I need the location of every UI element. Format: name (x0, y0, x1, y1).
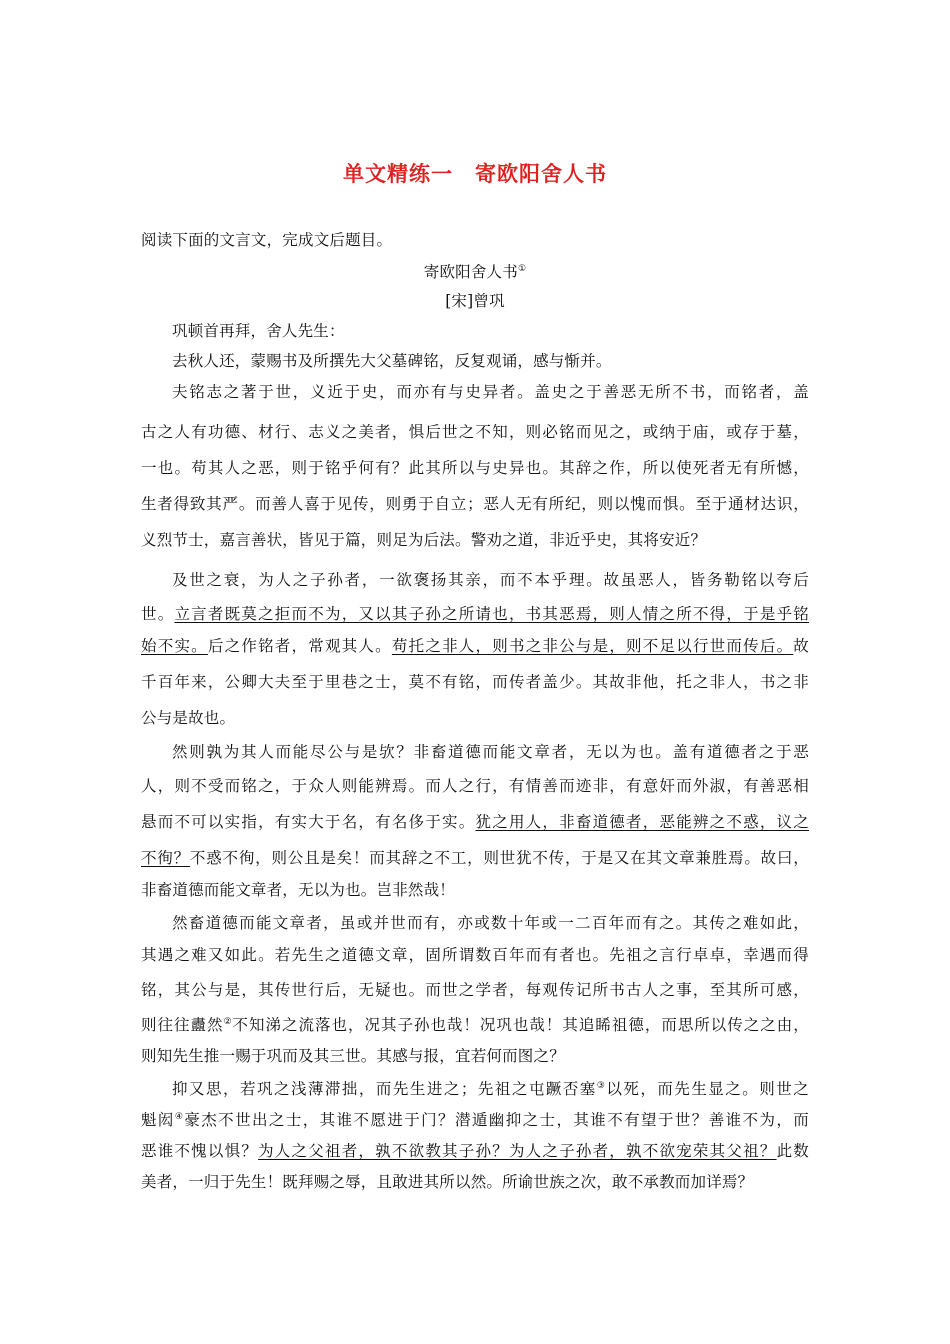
page-title: 单文精练一 寄欧阳舍人书 (343, 161, 607, 186)
text-line: 人，则不受而铭之，于众人则能辨焉。而人之行，有情善而迹非，有意奸而外淑，有善恶相 (141, 777, 809, 795)
text-line (141, 1015, 809, 1035)
text-segment: 此数 (776, 1142, 810, 1160)
text-line: 夫铭志之著于世，义近于史，而亦有与史异者。盖史之于善恶无所不书，而铭者，盖 (172, 383, 809, 401)
underlined-sentence: 为人之父祖者，孰不欲教其子孙？为人之子孙者，孰不欲宠荣其父祖？ (258, 1142, 777, 1160)
text-line: 义烈节士，嘉言善状，皆见于篇，则足为后法。警劝之道，非近乎史，其将安近？ (141, 531, 707, 549)
underlined-sentence: 不徇？ (141, 849, 190, 867)
text-line: 古之人有功德、材行、志义之美者，惧后世之不知，则必铭而见之，或纳于庙，或存于墓， (141, 423, 809, 441)
text-segment: 故 (793, 637, 809, 655)
text-line: 则知先生推一赐于巩而及其三世。其感与报，宜若何而图之？ (141, 1047, 565, 1065)
underlined-sentence: 苟托之非人，则书之非公与是，则不足以行世而传后。 (391, 637, 794, 655)
instruction-text: 阅读下面的文言文，完成文后题目。 (141, 231, 393, 249)
text-line: 其遇之难又如此。若先生之道德文章，固所谓数百年而有者也。先祖之言行卓卓，幸遇而得 (141, 946, 809, 964)
text-line (141, 812, 809, 832)
footnote-marker: ② (223, 1017, 233, 1027)
underlined-sentence: 始不实。 (141, 637, 208, 655)
footnote-marker: ③ (596, 1081, 607, 1091)
text-line (141, 1110, 809, 1130)
text-line: 巩顿首再拜，舍人先生： (172, 322, 345, 340)
text-segment: 抑又思，若巩之浅薄滞拙，而先生进之；先祖之屯蹶否塞 (172, 1080, 597, 1098)
text-segment: 以死，而先生显之。则世之 (606, 1080, 809, 1098)
text-line: 然畜道德而能文章者，虽或并世而有，亦或数十年或一二百年而有之。其传之难如此， (172, 914, 809, 932)
text-line (141, 848, 809, 868)
author-line: [宋]曾巩 (445, 292, 505, 310)
passage-title (0, 262, 950, 282)
text-line (172, 1079, 809, 1099)
text-segment: 不惑不徇，则公且是矣！而其辞之不工，则世犹不传，于是又在其文章兼胜焉。故曰， (189, 849, 809, 867)
text-segment: 世。 (141, 605, 175, 623)
underlined-sentence: 犹之用人，非畜道德者，恶能辨之不惑，议之 (475, 813, 809, 831)
text-segment: 则往往衋然 (141, 1016, 224, 1034)
text-segment: 不知涕之流落也，况其子孙也哉！况巩也哉！其追睎祖德，而思所以传之之由， (232, 1016, 809, 1034)
text-segment: 魁闳 (141, 1111, 175, 1129)
text-line: 千百年来，公卿大夫至于里巷之士，莫不有铭，而传者盖少。其故非他，托之非人，书之非 (141, 673, 809, 691)
text-line: 非畜道德而能文章者，无以为也。岂非然哉！ (141, 881, 456, 899)
text-line: 及世之衰，为人之子孙者，一欲褒扬其亲，而不本乎理。故虽恶人，皆务勒铭以夸后 (172, 571, 809, 589)
text-segment: 悬而不可以实指，有实大于名，有名侈于实。 (141, 813, 476, 831)
text-line: 铭，其公与是，其传世行后，无疑也。而世之学者，每观传记所书古人之事，至其所可感， (141, 981, 809, 999)
footnote-marker: ① (517, 264, 527, 274)
text-line (141, 636, 809, 656)
text-line: 一也。苟其人之恶，则于铭乎何有？此其所以与史异也。其辞之作，所以使死者无有所憾， (141, 459, 809, 477)
text-segment: 恶谁不愧以惧？ (141, 1142, 259, 1160)
text-segment: 豪杰不世出之士，其谁不愿进于门？潜遁幽抑之士，其谁不有望于世？善谁不为，而 (184, 1111, 809, 1129)
text-line (141, 604, 809, 624)
text-line: 去秋人还，蒙赐书及所撰先大父墓碑铭，反复观诵，感与惭并。 (172, 352, 612, 370)
text-line: 然则孰为其人而能尽公与是欤？非畜道德而能文章者，无以为也。盖有道德者之于恶 (172, 743, 809, 761)
text-line (141, 1141, 809, 1161)
text-segment: 后之作铭者，常观其人。 (207, 637, 392, 655)
underlined-sentence: 立言者既莫之拒而不为，又以其子孙之所请也，书其恶焉，则人情之所不得，于是乎铭 (174, 605, 809, 623)
text-line: 生者得致其严。而善人喜于见传，则勇于自立；恶人无有所纪，则以愧而惧。至于通材达识， (141, 495, 809, 513)
text-line: 公与是故也。 (141, 709, 236, 727)
passage-title-text: 寄欧阳舍人书 (423, 263, 518, 281)
footnote-marker: ④ (174, 1112, 185, 1122)
text-line: 美者，一归于先生！既拜赐之辱，且敢进其所以然。所谕世族之次，敢不承教而加详焉？ (141, 1173, 754, 1191)
